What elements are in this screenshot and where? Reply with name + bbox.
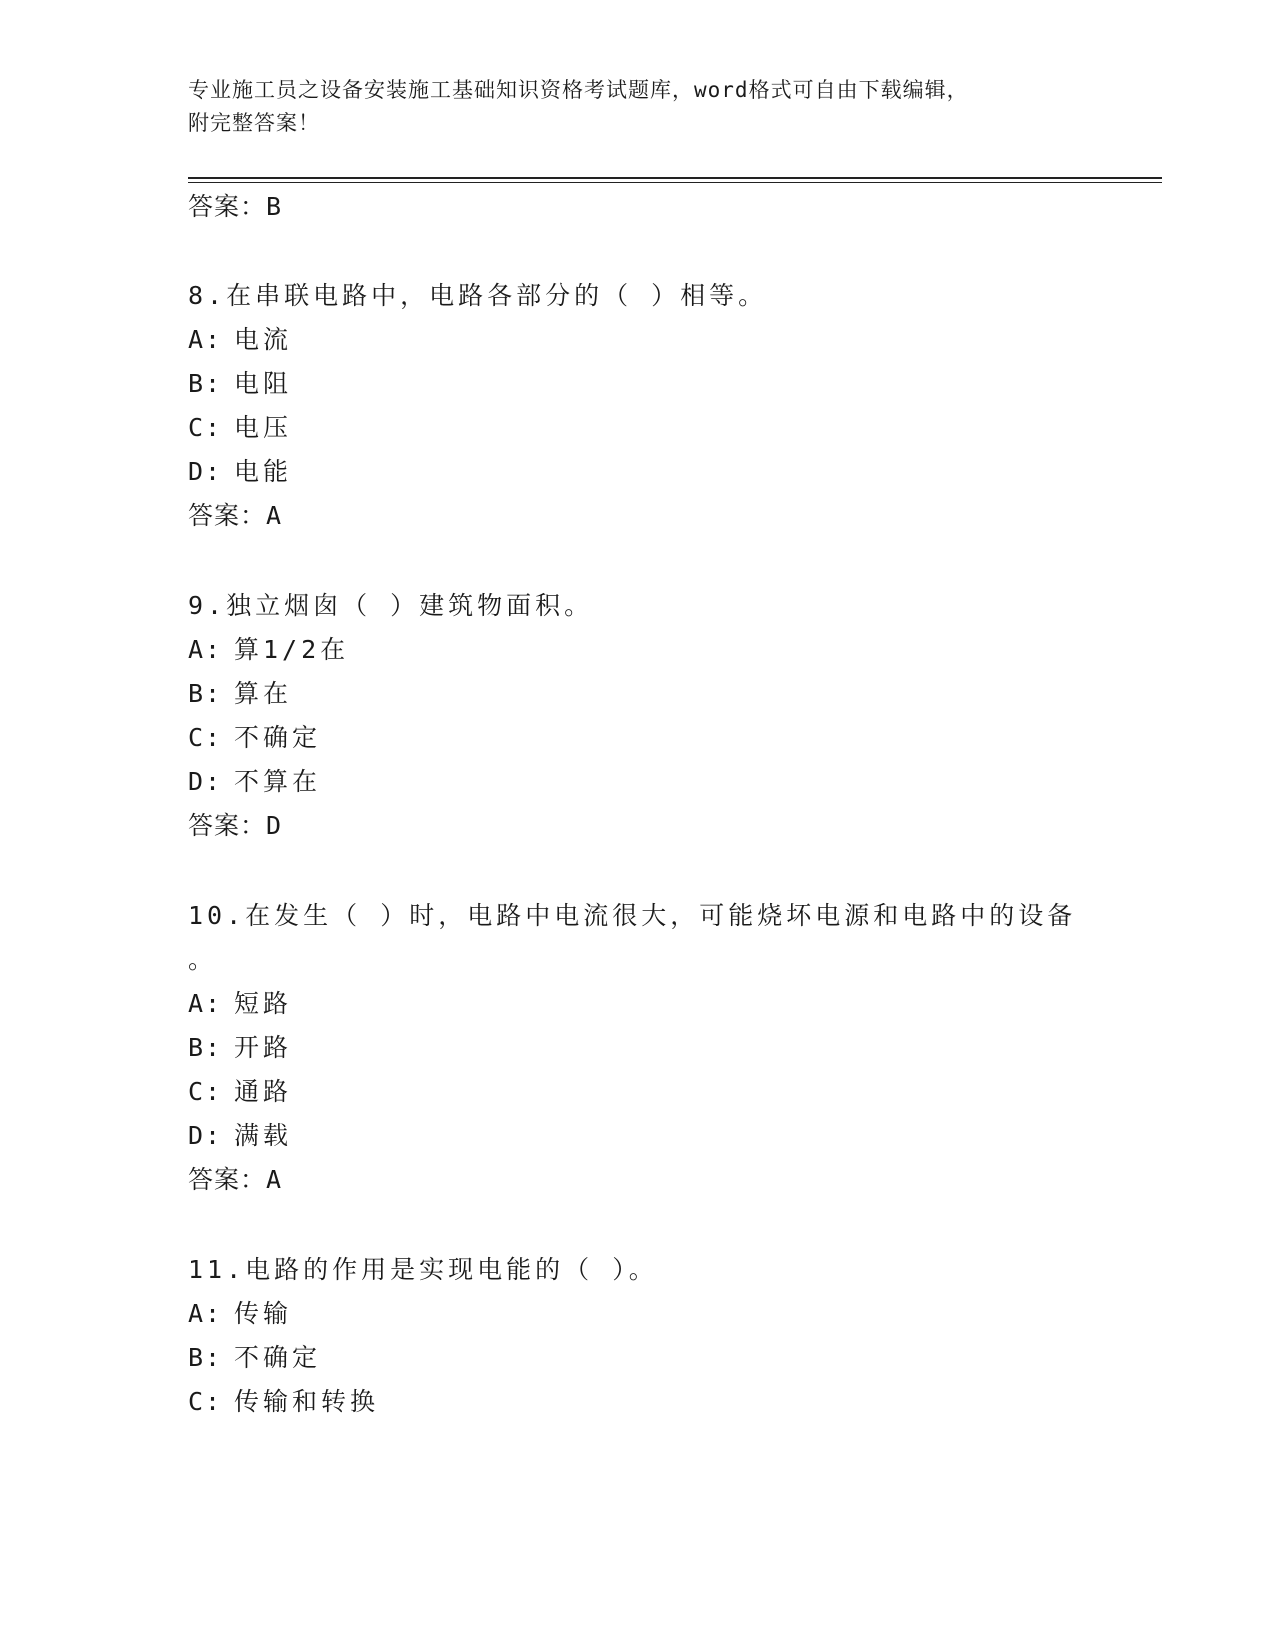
option-a [188,634,349,666]
option-text: 电阻 [234,369,293,398]
option-text: 电能 [234,457,293,486]
option-letter: B: [188,1033,223,1062]
option-text: 算1/2在 [234,635,350,664]
answer-line: 答案：B [188,192,283,221]
option-letter: B: [188,679,223,708]
option-letter: D: [188,767,223,796]
option-letter: B: [188,1343,223,1372]
question-stem: 10.在发生（ ）时，电路中电流很大，可能烧坏电源和电路中的设备 [188,901,1077,930]
option-c [188,1386,379,1418]
option-letter: C: [188,723,223,752]
answer-line: 答案：A [188,501,283,530]
question-stem: 9.独立烟囱（ ）建筑物面积。 [188,591,594,620]
option-text: 电流 [234,325,293,354]
answer-line: 答案：A [188,1165,283,1194]
option-text: 短路 [234,989,293,1018]
option-text: 不确定 [234,1343,322,1372]
option-letter: C: [188,1387,223,1416]
option-text: 通路 [234,1077,293,1106]
option-b [188,368,292,400]
option-text: 不确定 [234,723,322,752]
option-text: 算在 [234,679,293,708]
option-letter: A: [188,989,223,1018]
document-header [188,74,1088,140]
option-letter: C: [188,413,223,442]
option-d [188,766,321,798]
header-rule-thick [188,177,1162,179]
option-text: 开路 [234,1033,293,1062]
option-letter: A: [188,635,223,664]
option-text: 电压 [234,413,293,442]
option-letter: D: [188,457,223,486]
option-letter: A: [188,325,223,354]
option-letter: D: [188,1121,223,1150]
header-title-line-1: 专业施工员之设备安装施工基础知识资格考试题库，word格式可自由下载编辑， [188,78,969,102]
option-d [188,1120,292,1152]
option-d [188,456,292,488]
option-letter: B: [188,369,223,398]
option-a [188,988,292,1020]
option-text: 传输和转换 [234,1387,380,1416]
option-text: 传输 [234,1299,293,1328]
option-b [188,1032,292,1064]
question-stem: 8.在串联电路中，电路各部分的（ ）相等。 [188,281,768,310]
option-b [188,678,292,710]
option-a [188,324,292,356]
option-letter: A: [188,1299,223,1328]
option-c [188,412,292,444]
option-b [188,1342,321,1374]
answer-line: 答案：D [188,811,283,840]
header-rule-thin [188,182,1162,183]
option-c [188,1076,292,1108]
option-text: 满载 [234,1121,293,1150]
option-c [188,722,321,754]
question-stem: 11.电路的作用是实现电能的（ ）。 [188,1255,658,1284]
option-a [188,1298,292,1330]
header-title-line-2: 附完整答案！ [188,111,320,135]
option-text: 不算在 [234,767,322,796]
question-stem-continuation: 。 [188,945,218,974]
option-letter: C: [188,1077,223,1106]
